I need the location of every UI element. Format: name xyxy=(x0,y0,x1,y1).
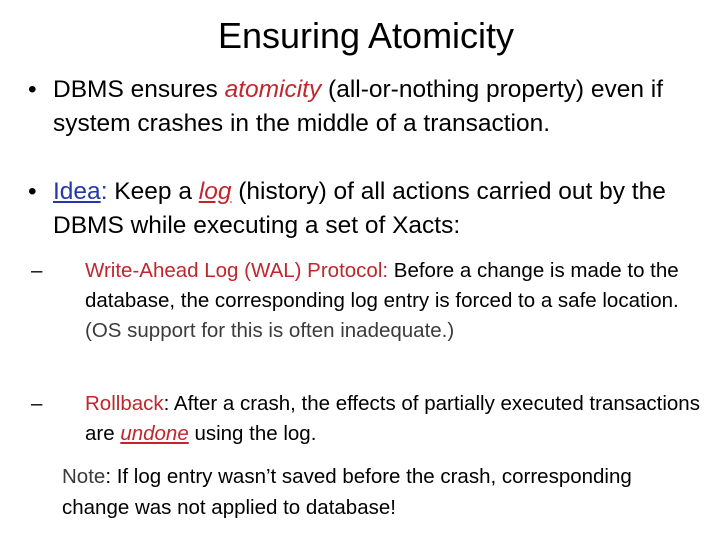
bullet-marker: • xyxy=(28,76,37,103)
wal-colon: : xyxy=(382,259,389,282)
sub-bullet-wal xyxy=(31,256,700,346)
atomicity-term: atomicity xyxy=(224,76,322,103)
sub-bullet-rollback xyxy=(31,389,700,449)
bullet-idea xyxy=(28,175,693,243)
note xyxy=(62,461,702,523)
idea-label: Idea xyxy=(53,178,101,205)
rollback-colon: : xyxy=(163,392,170,415)
sub-bullet-aside: (OS support for this is often inadequate.) xyxy=(85,319,455,342)
note-text: If log entry wasn’t saved before the crash, corresponding change was not applied to database! xyxy=(62,465,632,519)
log-term: log xyxy=(198,178,232,205)
note-colon: : xyxy=(105,465,112,488)
idea-colon: : xyxy=(100,178,108,205)
wal-label: Write-Ahead Log (WAL) Protocol xyxy=(85,259,383,282)
sub-bullet-text: After a crash, the effects of partially executed transactions are xyxy=(85,392,700,445)
bullet-atomicity xyxy=(28,73,693,141)
bullet-text: (all-or-nothing property) even if system crashes in the middle of a transaction. xyxy=(53,76,664,137)
bullet-text: (history) of all actions carried out by the DBMS while executing a set of Xacts: xyxy=(53,178,666,239)
bullet-text: Keep a xyxy=(107,178,199,205)
bullet-text: DBMS ensures xyxy=(53,76,225,103)
sub-bullet-text: using the log. xyxy=(188,422,317,445)
sub-bullet-marker: – xyxy=(31,259,43,282)
rollback-label: Rollback xyxy=(85,392,164,415)
slide-title: Ensuring Atomicity xyxy=(217,15,515,56)
bullet-marker: • xyxy=(28,178,37,205)
sub-bullet-marker: – xyxy=(31,392,43,415)
sub-bullet-text: Before a change is made to the database, the corresponding log entry is forced to a safe location. xyxy=(85,259,679,312)
undone-term: undone xyxy=(120,422,189,445)
note-label: Note xyxy=(62,465,106,488)
